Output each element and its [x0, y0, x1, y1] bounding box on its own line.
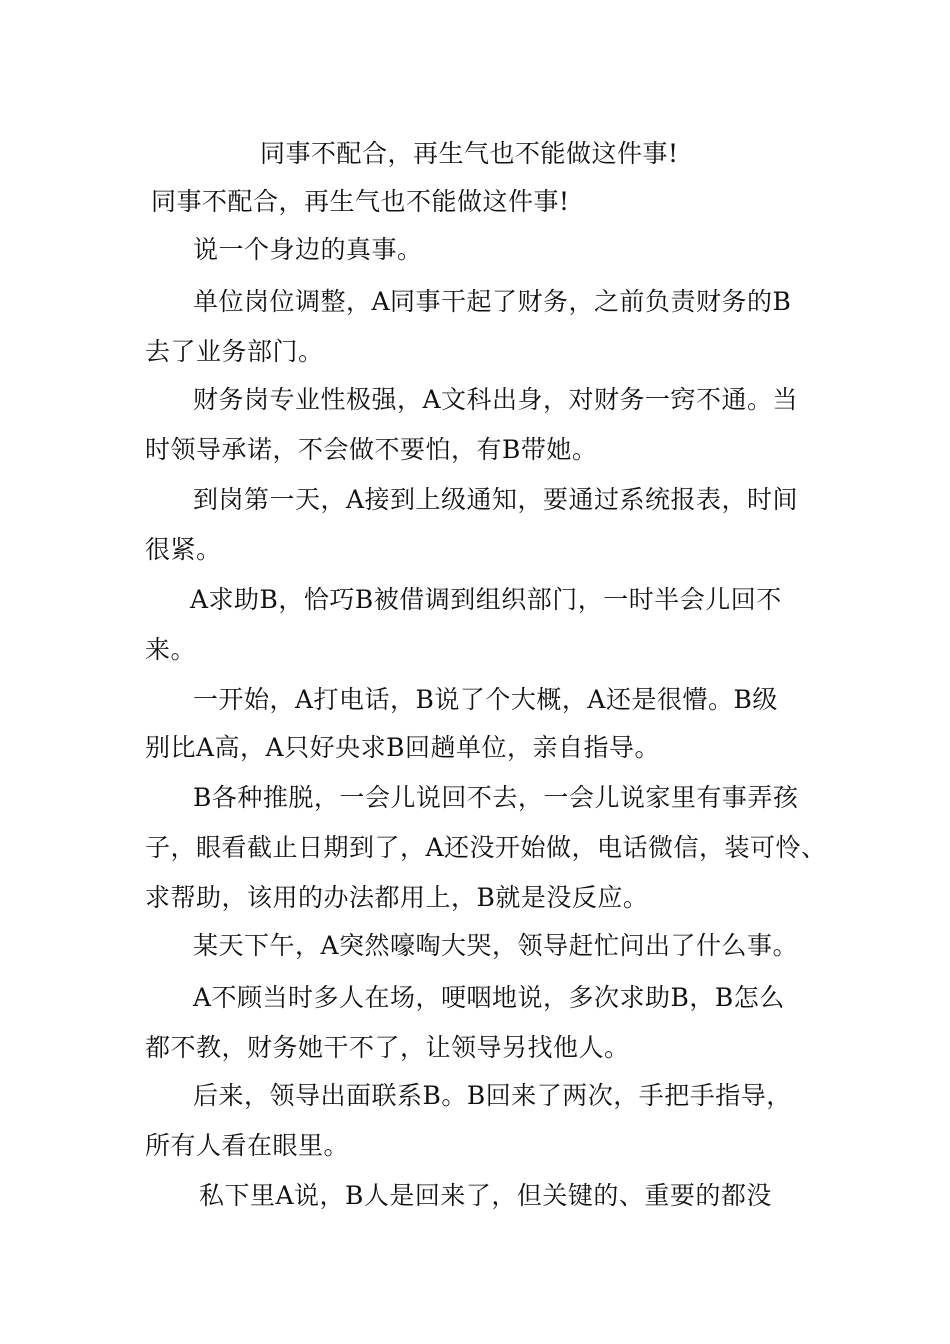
paragraph-line: A不顾当时多人在场，哽咽地说，多次求助B，B怎么 — [193, 983, 785, 1012]
paragraph-line: 别比A高，A只好央求B回趟单位，亲自指导。 — [145, 733, 660, 762]
paragraph-line: 单位岗位调整，A同事干起了财务，之前负责财务的B — [193, 287, 792, 316]
paragraph-line: 一开始，A打电话，B说了个大概，A还是很懵。B级 — [193, 685, 778, 714]
paragraph-line: 子，眼看截止日期到了，A还没开始做，电话微信，装可怜、 — [145, 833, 827, 862]
paragraph-line: 都不教，财务她干不了，让领导另找他人。 — [145, 1033, 630, 1062]
paragraph-line: 所有人看在眼里。 — [145, 1131, 350, 1160]
paragraph-line: 来。 — [145, 635, 197, 664]
paragraph-line: 很紧。 — [145, 535, 222, 564]
paragraph-line: 某天下午，A突然嚎啕大哭，领导赶忙问出了什么事。 — [193, 931, 799, 960]
paragraph-line: 到岗第一天，A接到上级通知，要通过系统报表，时间 — [193, 485, 799, 514]
paragraph-line: 时领导承诺，不会做不要怕，有B带她。 — [145, 435, 598, 464]
paragraph-line: B各种推脱，一会儿说回不去，一会儿说家里有事弄孩 — [193, 783, 799, 812]
paragraph-line: 同事不配合，再生气也不能做这件事! — [151, 187, 570, 216]
paragraph-line: 说一个身边的真事。 — [193, 235, 423, 264]
paragraph-line: 去了业务部门。 — [145, 337, 324, 366]
document-title: 同事不配合，再生气也不能做这件事! — [260, 139, 679, 168]
paragraph-line: A求助B，恰巧B被借调到组织部门，一时半会儿回不 — [190, 585, 782, 614]
paragraph-line: 财务岗专业性极强，A文科出身，对财务一窍不通。当 — [193, 385, 799, 414]
paragraph-line: 求帮助，该用的办法都用上，B就是没反应。 — [145, 883, 649, 912]
paragraph-line: 后来，领导出面联系B。B回来了两次，手把手指导， — [193, 1081, 792, 1110]
paragraph-line: 私下里A说，B人是回来了，但关键的、重要的都没 — [199, 1181, 772, 1210]
